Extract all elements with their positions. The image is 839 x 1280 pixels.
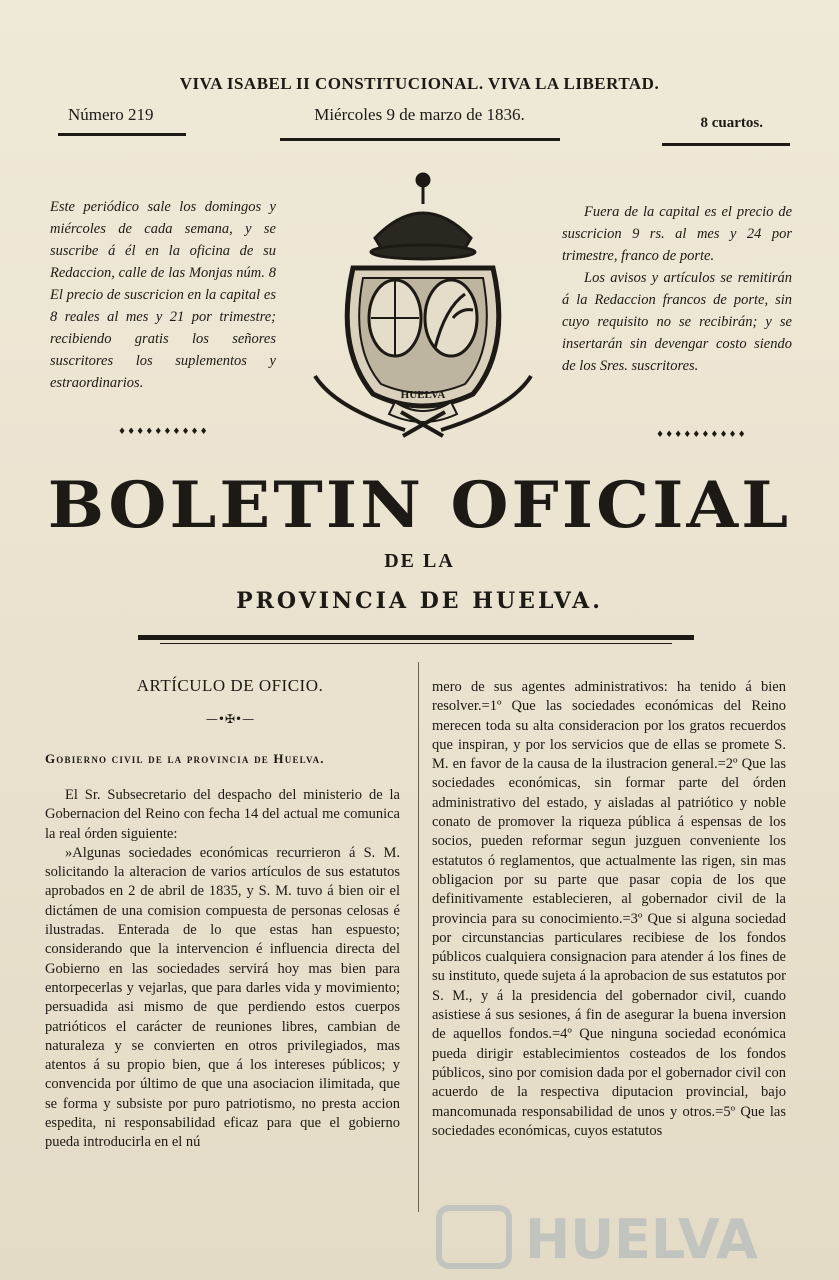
subscription-info-right-p1: Fuera de la capital es el precio de suscricion 9 rs. al mes y 24 por trimestre, franco de porte. [562,204,792,264]
column-divider [418,662,419,1212]
diamonds-right: ♦♦♦♦♦♦♦♦♦♦ [656,430,747,440]
masthead-motto: VIVA ISABEL II CONSTITUCIONAL. VIVA LA LIBERTAD. [179,74,660,93]
ornament-divider: —•✠•— [205,712,255,726]
subscription-info-right [562,201,792,377]
article-paragraph: »Algunas sociedades económicas recurrieron á S. M. solicitando la alteracion de varios artículos de sus estatutos aprobados en 2 de abril de 1835, y S. M. tuvo á bien oir el dictámen de una comision compuesta de personas celosas é ilustradas. Enterada de lo que estas han espuesto; considerando que la intervencion é influencia directa del Gobierno en las sociedades servirá hoy mas bien para entorpecerlas y vejarlas, que para darles vida y movimiento; persuadida asi mismo de que perdiendo estos cuerpos patrióticos el carácter de reuniones libres, cambian de naturaleza y se convierten en otros privilegiados, mas atentos á su propio bien, que á los intereses públicos; y convencida por último de que una asociacion ilimitada, que se forma y subsiste por puro patriotismo, no presta accion espedita, ni responsabilidad eficaz para que el gobierno pueda introducirla en el nú [45,844,400,1151]
rule-number [58,133,186,136]
masthead-rule-thick [138,635,694,640]
article-column-right [432,678,786,1141]
article-column-left [45,786,400,1153]
watermark-text: HUELVA [525,1208,758,1270]
article-paragraph: mero de sus agentes administrativos: ha tenido á bien resolver.=1º Que las sociedades económicas del Reino merecen toda su alta consideracion por los gratos recuerdos que inspiran, y por los servicios que de ellas se promete S. M. en favor de la causa de la ilustracion general.=2º Que las sociedades económicas, sin formar parte del órden administrativo del estado, y aisladas al patriótico y noble conato de promover la riqueza pública á espensas de los socios, pueden reformar segun juzguen conveniente los estatutos ó reglamentos, que actualmente las rigen, sin mas obligacion por su parte que pasar copia de los que definitivamente establecieren, al gobernador civil de la provincia para su conocimiento.=3º Que si alguna sociedad por circunstancias particulares recibiese de los fondos públicos cualquiera consignacion para atender á los fines de su instituto, quede sujeta á la aprobacion de sus estatutos por S. M., y á la presidencia del gobernador civil, cuando asistiese á sus sesiones, á fin de asegurar la buena inversion de aquellos fondos.=4º Que ninguna sociedad económica pueda dirigir establecimientos costeados de los fondos públicos, sino por comision dada por el gobernador civil con acuerdo de la respectiva diputacion provincial, bajo mancomunada responsabilidad de unos y otros.=5º Que las sociedades económicas, cuyos estatutos [432,679,786,1139]
issue-price: 8 cuartos. [700,115,763,131]
diamonds-left: ♦♦♦♦♦♦♦♦♦♦ [118,427,209,437]
newspaper-subtitle-2: PROVINCIA DE HUELVA. [236,588,603,614]
rule-price [662,143,790,146]
rule-date [280,138,560,141]
newspaper-subtitle-1: DE LA [384,550,455,572]
government-heading: Gobierno civil de la provincia de Huelva. [45,751,325,766]
section-title: ARTÍCULO DE OFICIO. [136,676,324,695]
issue-date: Miércoles 9 de marzo de 1836. [314,105,525,124]
huelva-watermark-logo [435,1200,775,1270]
crest-ribbon-label: HUELVA [400,389,446,401]
issue-number: Número 219 [68,105,154,124]
subscription-info-left: Este periódico sale los domingos y miércoles de cada semana, y se suscribe á él en la oficina de su Redaccion, calle de las Monjas núm. 8 El precio de suscricion en la capital es 8 reales al mes y 21 por trimestre; recibiendo gratis los señores suscritores los suplementos y estraordinarios. [50,199,276,391]
royal-crest-icon [295,168,551,448]
masthead-rule-thin [160,643,672,644]
newspaper-title: BOLETIN OFICIAL [47,468,792,543]
article-paragraph: El Sr. Subsecretario del despacho del ministerio de la Gobernacion del Reino con fecha 14 del actual me comunica la real órden siguiente: [45,787,400,842]
subscription-info-right-p2: Los avisos y artículos se remitirán á la Redaccion francos de porte, sin cuyo requisito no se recibirán; y se insertarán sin devengar costo siendo de los Sres. suscritores. [562,270,792,374]
